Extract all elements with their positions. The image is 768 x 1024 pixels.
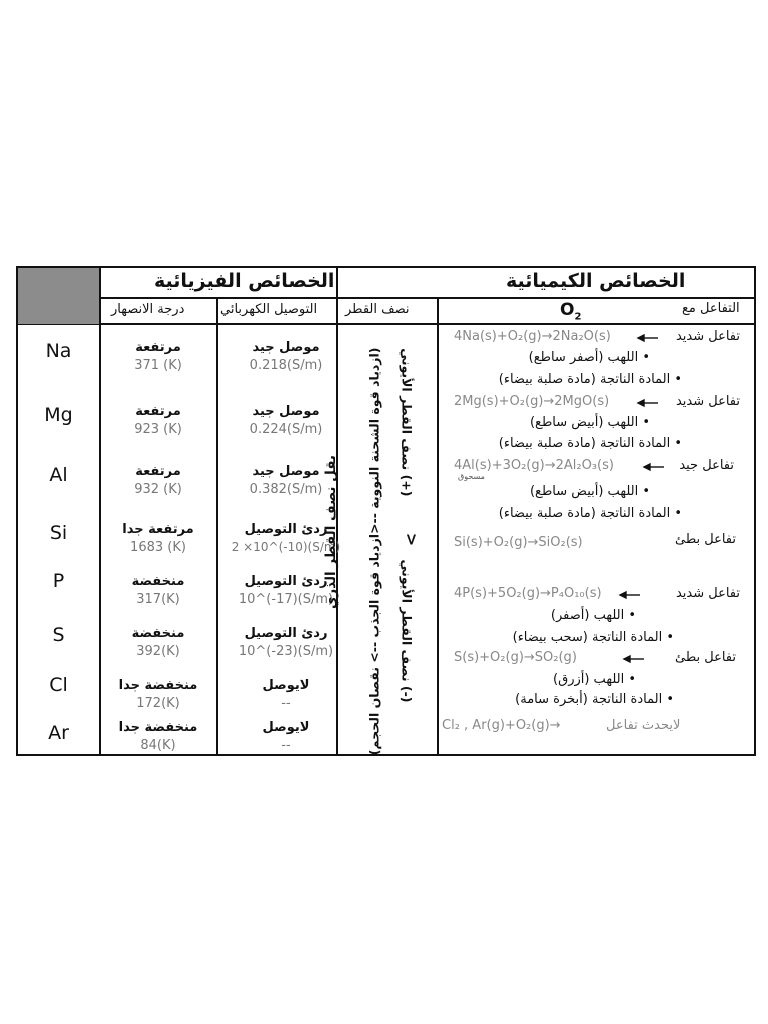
conductivity-cell-ar: لايوصل --: [262, 720, 310, 753]
reaction-rate-al: تفاعل جيد: [679, 458, 734, 473]
melting-header: درجة الانصهار: [111, 302, 185, 317]
flame-s: • اللهب (أزرق): [553, 672, 636, 687]
reaction-equation-mg: 2Mg(s)+O₂(g)→2MgO(s): [454, 394, 610, 409]
product-s: • المادة الناتجة (أبخرة سامة): [515, 692, 674, 707]
flame-p: • اللهب (أصفر): [550, 608, 636, 623]
atomic-radius-trend: يقل نصف القطر الذري: [323, 455, 339, 609]
melting-cell-si: مرتفعة جدا 1683 (K): [122, 522, 194, 555]
properties-table: [16, 266, 756, 756]
reaction-rate-mg: تفاعل شديد: [675, 394, 740, 409]
product-p: • المادة الناتجة (سحب بيضاء): [512, 630, 674, 645]
reaction-rate-p: تفاعل شديد: [675, 586, 740, 601]
conductivity-header: التوصيل الكهربائي: [220, 302, 318, 317]
flame-na: • اللهب (أصفر ساطع): [528, 350, 650, 365]
reaction-equation-p: 4P(s)+5O₂(g)→P₄O₁₀(s): [454, 586, 602, 601]
chemical-properties-header: الخصائص الكيميائية: [506, 270, 686, 292]
ionic-radius-positive: (+) نصف القطر الأيوني: [399, 348, 415, 497]
conductivity-cell-na: موصل جيد 0.218(S/m): [249, 340, 323, 373]
melting-cell-s: منخفضة 392(K): [131, 626, 185, 659]
powder-note-al: مسحوق: [458, 472, 485, 481]
element-symbol-mg: Mg: [44, 404, 73, 426]
conductivity-cell-mg: موصل جيد 0.224(S/m): [249, 404, 323, 437]
reaction-rate-si: تفاعل بطئ: [674, 532, 736, 547]
reaction-equation-s: S(s)+O₂(g)→SO₂(g): [454, 650, 577, 665]
product-na: • المادة الناتجة (مادة صلبة بيضاء): [498, 372, 682, 387]
conductivity-cell-si: ردئ التوصيل 2 ×10^(-10)(S/m): [231, 522, 341, 554]
product-al: • المادة الناتجة (مادة صلبة بيضاء): [498, 506, 682, 521]
element-symbol-al: Al: [49, 464, 68, 486]
element-symbol-na: Na: [45, 340, 72, 362]
conductivity-cell-cl: لايوصل --: [262, 678, 310, 711]
flame-al: • اللهب (أبيض ساطع): [529, 484, 650, 499]
o2-label: $O_2$: [560, 300, 582, 323]
row-divider-subheader: [18, 323, 755, 325]
reaction-equation-na: 4Na(s)+O₂(g)→2Na₂O(s): [454, 329, 611, 344]
col-divider-radius: [437, 298, 439, 756]
reaction-equation-al: 4Al(s)+3O₂(g)→2Al₂O₃(s): [454, 458, 614, 473]
melting-cell-na: مرتفعة 371 (K): [134, 340, 182, 373]
no-reaction-cl-ar: لايحدث تفاعل: [606, 718, 681, 733]
element-symbol-ar: Ar: [48, 722, 69, 744]
reaction-rate-na: تفاعل شديد: [675, 329, 740, 344]
element-symbol-si: Si: [49, 522, 68, 544]
corner-cell: [18, 268, 99, 324]
product-mg: • المادة الناتجة (مادة صلبة بيضاء): [498, 436, 682, 451]
row-divider-header: [99, 297, 755, 299]
melting-cell-p: منخفضة 317(K): [131, 574, 185, 607]
ionic-radius-compare-symbol: >: [401, 532, 421, 547]
conductivity-cell-al: موصل جيد 0.382(S/m): [249, 464, 323, 497]
element-symbol-cl: Cl: [49, 674, 68, 696]
radius-header: نصف القطر: [345, 302, 410, 317]
physical-properties-header: الخصائص الفيزيائية: [154, 270, 335, 292]
conductivity-cell-s: ردئ التوصيل 10^(-23)(S/m): [238, 626, 334, 659]
element-symbol-s: S: [52, 624, 65, 646]
atomic-radius-trend-detail: (ازدياد قوة الشحنة النووية --<ازدياد قوة الجذب --> نقصان الحجم): [366, 347, 382, 756]
element-symbol-p: P: [52, 570, 65, 592]
conductivity-cell-p: ردئ التوصيل 10^(-17)(S/m): [238, 574, 334, 607]
reaction-rate-s: تفاعل بطئ: [674, 650, 736, 665]
melting-cell-al: مرتفعة 932 (K): [134, 464, 182, 497]
flame-mg: • اللهب (أبيض ساطع): [529, 415, 650, 430]
ionic-radius-negative: (-) نصف القطر الأيوني: [399, 559, 415, 703]
reaction-equation-si: Si(s)+O₂(g)→SiO₂(s): [454, 535, 583, 550]
melting-cell-ar: منخفضة جدا 84(K): [118, 720, 198, 753]
reaction-equation-cl-ar: Cl₂ , Ar(g)+O₂(g)→: [442, 718, 561, 733]
melting-cell-cl: منخفضة جدا 172(K): [118, 678, 198, 711]
reaction-with-label: التفاعل مع: [682, 301, 740, 316]
melting-cell-mg: مرتفعة 923 (K): [134, 404, 182, 437]
